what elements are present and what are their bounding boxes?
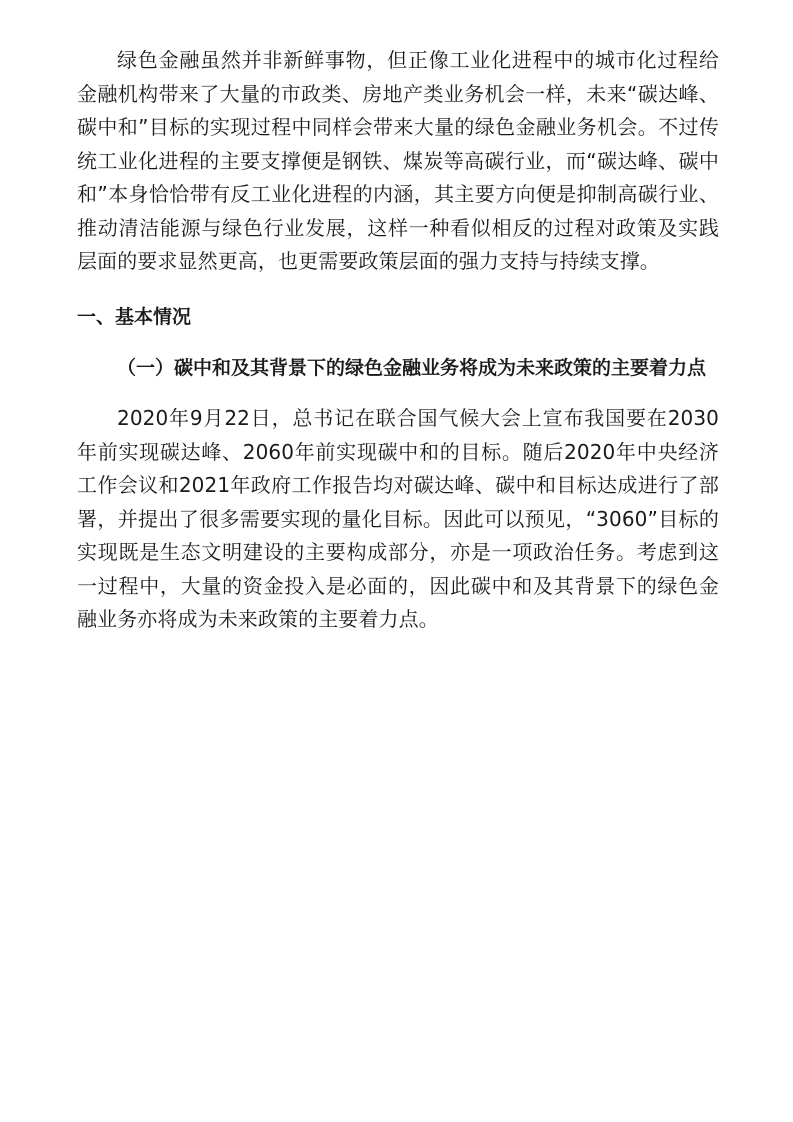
body-paragraph: 2020年9月22日，总书记在联合国气候大会上宣布我国要在2030年前实现碳达峰、2060年前实现碳中和的目标。随后2020年中央经济工作会议和2021年政府工作报告均对碳达峰、碳中和目标达成进行了部署，并提出了很多需要实现的量化目标。因此可以预见，“3060”目标的实现既是生态文明建设的主要构成部分，亦是一项政治任务。考虑到这一过程中，大量的资金投入是必面的，因此碳中和及其背景下的绿色金融业务亦将成为未来政策的主要着力点。 bbox=[77, 406, 719, 631]
document-body bbox=[77, 44, 719, 637]
subsection-heading: （一）碳中和及其背景下的绿色金融业务将成为未来政策的主要着力点 bbox=[117, 357, 707, 379]
intro-paragraph: 绿色金融虽然并非新鲜事物，但正像工业化进程中的城市化过程给金融机构带来了大量的市政类、房地产类业务机会一样，未来“碳达峰、碳中和”目标的实现过程中同样会带来大量的绿色金融业务机会。不过传统工业化进程的主要支撑便是钢铁、煤炭等高碳行业，而“碳达峰、碳中和”本身恰恰带有反工业化进程的内涵，其主要方向便是抑制高碳行业、推动清洁能源与绿色行业发展，这样一种看似相反的过程对政策及实践层面的要求显然更高，也更需要政策层面的强力支持与持续支撑。 bbox=[77, 48, 719, 273]
section-heading: 一、基本情况 bbox=[77, 305, 192, 328]
